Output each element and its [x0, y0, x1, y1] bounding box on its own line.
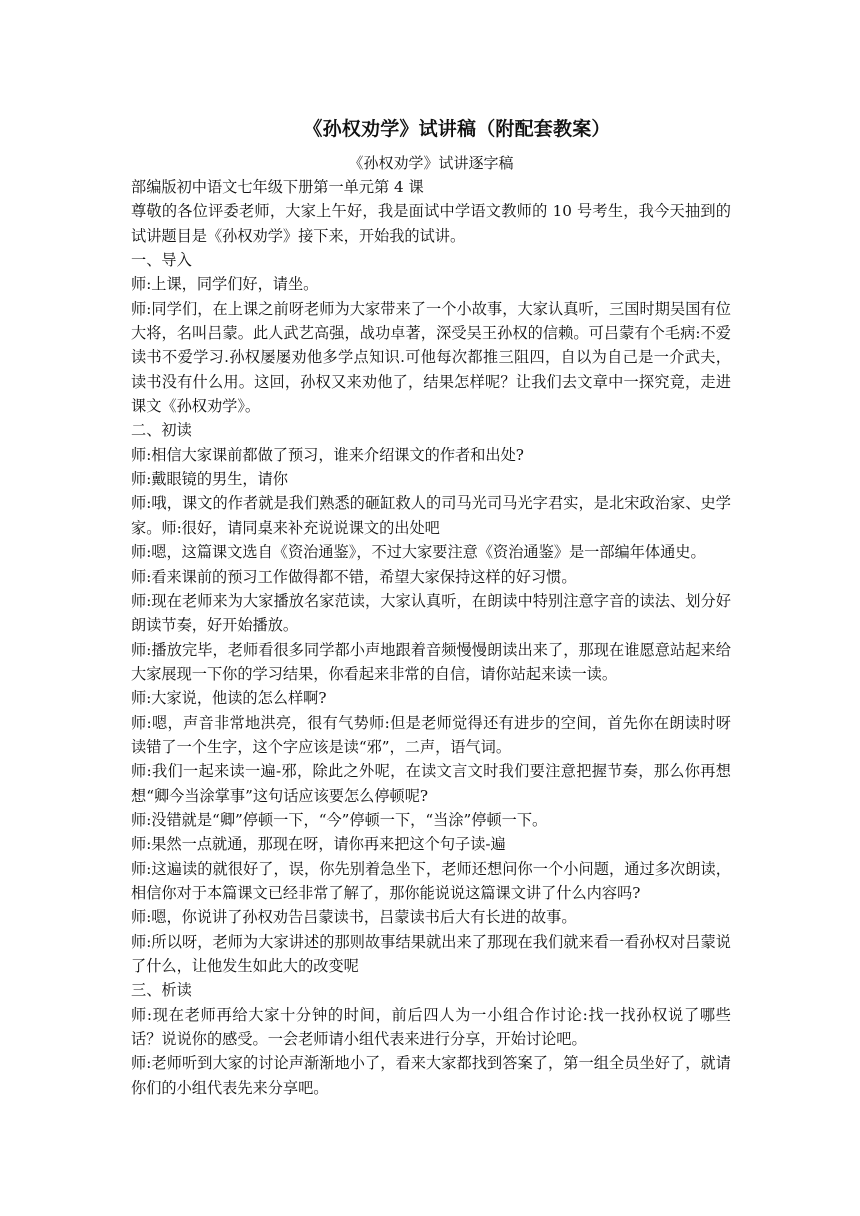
paragraph: 师:看来课前的预习工作做得都不错，希望大家保持这样的好习惯。 — [131, 567, 577, 586]
paragraph: 师:戴眼镜的男生，请你 — [131, 470, 288, 489]
document-body — [131, 175, 731, 1100]
paragraph: 师:我们一起来读一遍-邪，除此之外呢，在读文言文时我们要注意把握节奏，那么你再想想“卿今当涂掌事”这句话应该要怎么停顿呢? — [131, 762, 731, 805]
paragraph: 师:哦，课文的作者就是我们熟悉的砸缸救人的司马光司马光字君实，是北宋政治家、史学家。师:很好，请同桌来补充说说课文的出处吧 — [131, 494, 731, 537]
paragraph: 师:没错就是“卿”停顿一下，“今”停顿一下，“当涂”停顿一下。 — [131, 810, 548, 829]
paragraph: 师:现在老师再给大家十分钟的时间，前后四人为一小组合作讨论:找一找孙权说了哪些话？说说你的感受。一会老师请小组代表来进行分享，开始讨论吧。 — [131, 1005, 731, 1049]
document-subtitle: 《孙权劝学》试讲逐字稿 — [348, 154, 514, 172]
paragraph: 部编版初中语文七年级下册第一单元第 4 课 — [131, 178, 424, 196]
paragraph: 师:大家说，他读的怎么样啊? — [131, 689, 327, 708]
paragraph: 师:现在老师来为大家播放名家范读，大家认真听，在朗读中特别注意字音的读法、划分好朗读节奏，好开始播放。 — [131, 591, 731, 635]
paragraph: 师:所以呀，老师为大家讲述的那则故事结果就出来了那现在我们就来看一看孙权对吕蒙说了什么，让他发生如此大的改变呢 — [131, 932, 731, 975]
paragraph: 师:嗯，你说讲了孙权劝告吕蒙读书，吕蒙读书后大有长进的故事。 — [131, 908, 577, 927]
paragraph: 一、导入 — [131, 251, 192, 270]
paragraph: 师:相信大家课前都做了预习，谁来介绍课文的作者和出处? — [131, 445, 524, 464]
paragraph: 师:同学们，在上课之前呀老师为大家带来了一个小故事，大家认真听，三国时期吴国有位大将，名叫吕蒙。此人武艺高强，战功卓著，深受吴王孙权的信赖。可吕蒙有个毛病:不爱读书不爱学习.孙权屡屡劝他多学点知识.可他每次都推三阻四，自以为自己是一介武夫，读书没有什么用。这回，孙权又来劝他了，结果怎样呢？让我们去文章中一探究竟，走进课文《孙权劝学》。 — [131, 299, 731, 416]
paragraph: 尊敬的各位评委老师，大家上午好，我是面试中学语文教师的 10 号考生，我今天抽到的试讲题目是《孙权劝学》接下来，开始我的试讲。 — [131, 202, 731, 245]
paragraph: 师:果然一点就通，那现在呀，请你再来把这个句子读-遍 — [131, 835, 506, 854]
paragraph: 三、析读 — [131, 981, 192, 1000]
paragraph: 师:嗯，声音非常地洪亮，很有气势师:但是老师觉得还有进步的空间，首先你在朗读时呀读错了一个生字，这个字应该是读“邪”，二声，语气词。 — [131, 713, 731, 756]
document-title: 《孙权劝学》试讲稿（附配套教案） — [303, 118, 611, 140]
document-page — [131, 116, 731, 1100]
paragraph: 师:上课，同学们好，请坐。 — [131, 275, 319, 294]
paragraph: 师:播放完毕，老师看很多同学都小声地跟着音频慢慢朗读出来了，那现在谁愿意站起来给大家展现一下你的学习结果，你看起来非常的自信，请你站起来读一读。 — [131, 640, 731, 683]
paragraph: 师:嗯，这篇课文选自《资治通鉴》，不过大家要注意《资治通鉴》是一部编年体通史。 — [131, 543, 706, 562]
paragraph: 师:老师听到大家的讨论声渐渐地小了，看来大家都找到答案了，第一组全员坐好了，就请你们的小组代表先来分享吧。 — [131, 1054, 731, 1097]
paragraph: 师:这遍读的就很好了，误，你先别着急坐下，老师还想问你一个小问题，通过多次朗读，相信你对于本篇课文已经非常了解了，那你能说说这篇课文讲了什么内容吗? — [131, 859, 731, 902]
paragraph: 二、初读 — [131, 421, 192, 440]
